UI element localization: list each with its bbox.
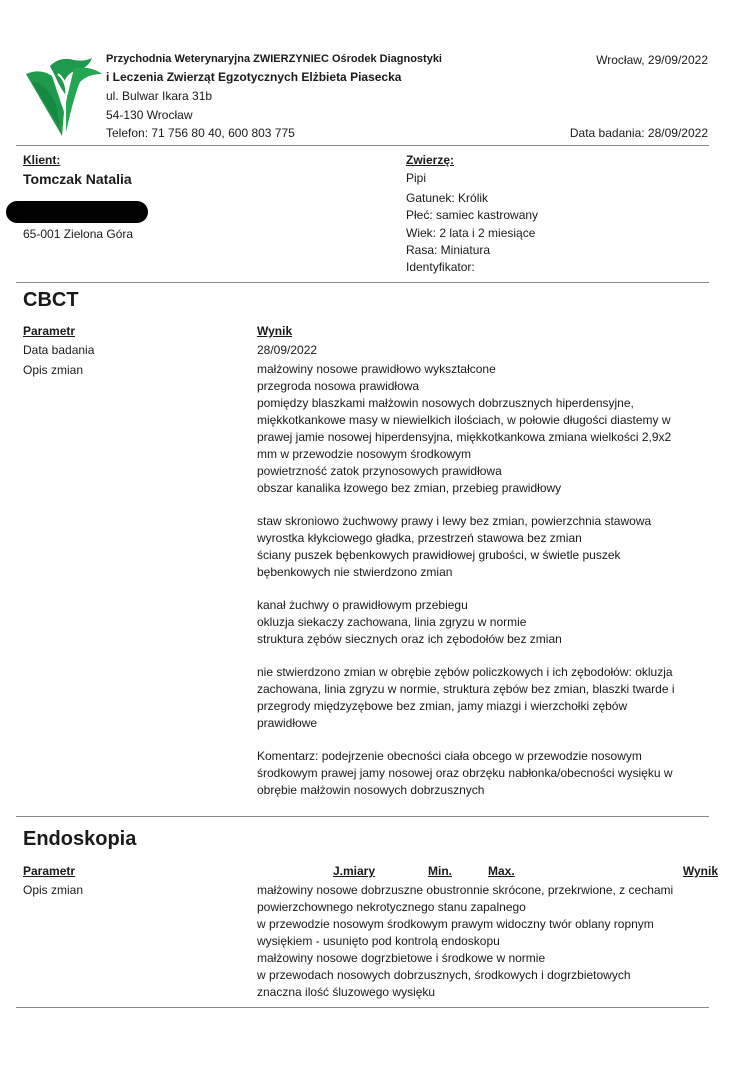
clinic-name-line1: Przychodnia Weterynaryjna ZWIERZYNIEC Ośrodek Diagnostyki <box>106 53 442 65</box>
cbct-row-value-date: 28/09/2022 <box>257 343 318 357</box>
text-line: nie stwierdzono zmian w obrębie zębów policzkowych i ich zębodołów: okluzja <box>257 665 673 679</box>
place-date: Wrocław, 29/09/2022 <box>596 53 708 67</box>
cbct-row-label-date: Data badania <box>23 343 95 357</box>
animal-species: Gatunek: Królik <box>406 191 489 205</box>
endo-col-unit: J.miary <box>333 864 376 878</box>
text-line: prawej jamie nosowej hiperdensyjna, miękkotkankowa zmiana wielkości 2,9x2 <box>257 430 672 444</box>
cbct-paragraph <box>257 513 731 581</box>
clinic-street: ul. Bulwar Ikara 31b <box>106 89 213 103</box>
text-line: przegroda nosowa prawidłowa <box>257 379 420 393</box>
text-line: Komentarz: podejrzenie obecności ciała obcego w przewodzie nosowym <box>257 749 642 763</box>
text-line: obrębie małżowin nosowych dobrzusznych <box>257 783 485 797</box>
endo-row-label-desc: Opis zmian <box>23 883 84 897</box>
text-line: mm w przewodzie nosowym środkowym <box>257 447 472 461</box>
animal-heading: Zwierzę: <box>406 153 455 167</box>
text-line: pomiędzy blaszkami małżowin nosowych dobrzusznych hiperdensyjne, <box>257 396 634 410</box>
clinic-logo-graphic <box>22 52 104 140</box>
text-line: małżowiny nosowe prawidłowo wykształcone <box>257 362 496 376</box>
client-heading: Klient: <box>23 153 61 167</box>
endo-col-min: Min. <box>428 864 452 878</box>
animal-age: Wiek: 2 lata i 2 miesiące <box>406 226 536 240</box>
cbct-row-label-desc: Opis zmian <box>23 363 84 377</box>
cbct-paragraph <box>257 597 731 648</box>
clinic-logo <box>22 52 104 140</box>
text-line: wyrostka kłykciowego gładka, przestrzeń stawowa bez zmian <box>257 531 582 545</box>
text-line: wysiękiem - usunięto pod kontrolą endoskopu <box>257 934 500 948</box>
endo-col-result: Wynik <box>682 864 718 878</box>
text-line: środkowym prawej jamy nosowej oraz obrzęku nabłonka/obecności wysięku w <box>257 766 673 780</box>
animal-name: Pipi <box>406 171 427 185</box>
cbct-col-result: Wynik <box>257 324 293 338</box>
animal-identifier: Identyfikator: <box>406 260 475 274</box>
text-line: staw skroniowo żuchwowy prawy i lewy bez zmian, powierzchnia stawowa <box>257 514 652 528</box>
clinic-name-line2: i Leczenia Zwierząt Egzotycznych Elżbieta Piasecka <box>106 70 402 84</box>
cbct-col-param: Parametr <box>23 324 76 338</box>
cbct-paragraph <box>257 361 731 497</box>
text-line: zachowana, linia zgryzu w normie, struktura zębów bez zmian, blaszki twarde i <box>257 682 675 696</box>
text-line: małżowiny nosowe dobrzuszne obustronnie skrócone, przekrwione, z cechami <box>257 883 674 897</box>
cbct-title: CBCT <box>23 289 79 311</box>
text-line: miękkotkankowe masy w niewielkich ilościach, w połowie długości diastemy w <box>257 413 671 427</box>
text-line: w przewodzie nosowym środkowym prawym widoczny twór oblany ropnym <box>257 917 654 931</box>
exam-date: Data badania: 28/09/2022 <box>569 126 708 140</box>
text-line: prawidłowe <box>257 716 318 730</box>
header-divider <box>16 145 709 146</box>
endo-description <box>257 882 731 1001</box>
text-line: przegrody międzyzębowe bez zmian, jamy miazgi i wierzchołki zębów <box>257 699 628 713</box>
text-line: powietrzność zatok przynosowych prawidłowa <box>257 464 502 478</box>
clinic-city: 54-130 Wrocław <box>106 108 193 122</box>
endo-title: Endoskopia <box>23 828 137 850</box>
endo-divider <box>16 1007 709 1008</box>
cbct-paragraph <box>257 664 731 732</box>
text-line: kanał żuchwy o prawidłowym przebiegu <box>257 598 468 612</box>
animal-sex: Płeć: samiec kastrowany <box>406 208 539 222</box>
client-city: 65-001 Zielona Góra <box>23 227 134 241</box>
text-line: ściany puszek bębenkowych prawidłowej grubości, w świetle puszek <box>257 548 621 562</box>
redacted-address <box>6 201 148 223</box>
text-line: okluzja siekaczy zachowana, linia zgryzu w normie <box>257 615 527 629</box>
text-line: obszar kanalika łzowego bez zmian, przebieg prawidłowy <box>257 481 562 495</box>
client-divider <box>16 282 709 283</box>
endo-col-max: Max. <box>488 864 515 878</box>
text-line: struktura zębów siecznych oraz ich zębodołów bez zmian <box>257 632 562 646</box>
text-line: w przewodach nosowych dobrzusznych, środkowych i dogrzbietowych <box>257 968 631 982</box>
text-line: powierzchownego nekrotycznego stanu zapalnego <box>257 900 526 914</box>
cbct-comment <box>257 748 731 799</box>
cbct-divider <box>16 816 709 817</box>
endo-col-param: Parametr <box>23 864 76 878</box>
animal-breed: Rasa: Miniatura <box>406 243 491 257</box>
clinic-phone: Telefon: 71 756 80 40, 600 803 775 <box>106 126 295 140</box>
text-line: małżowiny nosowe dogrzbietowe i środkowe w normie <box>257 951 546 965</box>
text-line: znaczna ilość śluzowego wysięku <box>257 985 436 999</box>
cbct-description <box>257 361 731 815</box>
client-name: Tomczak Natalia <box>23 171 132 187</box>
text-line: bębenkowych nie stwierdzono zmian <box>257 565 453 579</box>
